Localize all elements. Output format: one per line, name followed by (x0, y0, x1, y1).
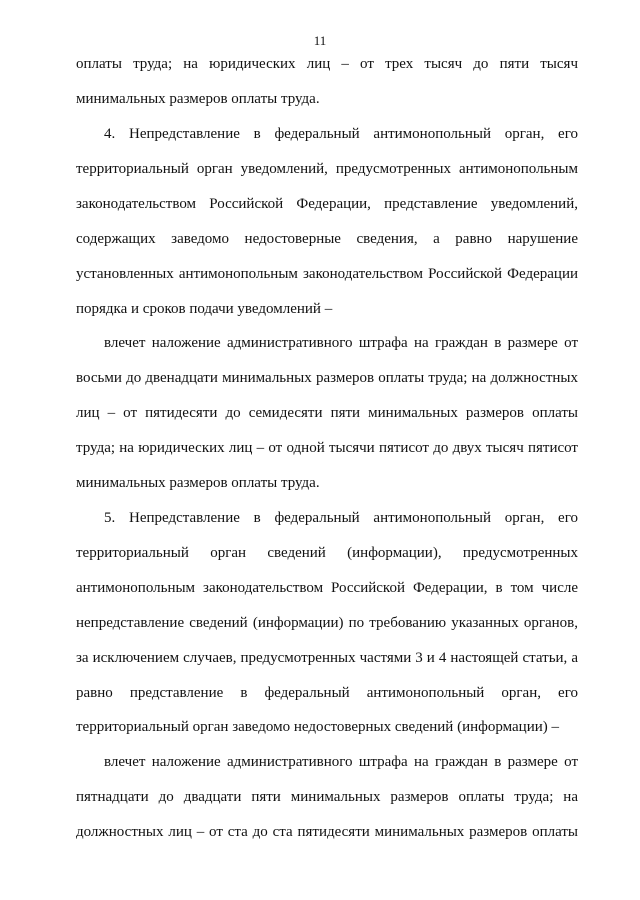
text-line: влечет наложение административного штрафа на граждан в размере от (104, 754, 578, 770)
text-line: территориальный орган заведомо недостоверных сведений (информации) – (76, 719, 560, 735)
text-line: установленных антимонопольным законодательством Российской Федерации (76, 266, 578, 282)
text-line: порядка и сроков подачи уведомлений – (76, 301, 333, 317)
text-line: антимонопольным законодательством Российской Федерации, в том числе (76, 580, 578, 596)
text-line: оплаты труда; на юридических лиц – от трех тысяч до пяти тысяч (76, 56, 578, 72)
text-line: минимальных размеров оплаты труда. (76, 475, 320, 491)
text-line: территориальный орган сведений (информации), предусмотренных (76, 545, 578, 561)
text-line: влечет наложение административного штрафа на граждан в размере от (104, 335, 578, 351)
text-line: 5. Непредставление в федеральный антимонопольный орган, его (104, 510, 578, 526)
text-line: непредставление сведений (информации) по требованию указанных органов, (76, 615, 578, 631)
page-number: 11 (313, 33, 327, 48)
text-line: равно представление в федеральный антимонопольный орган, его (76, 685, 578, 701)
text-line: 4. Непредставление в федеральный антимонопольный орган, его (104, 126, 578, 142)
text-line: восьми до двенадцати минимальных размеров оплаты труда; на должностных (76, 370, 578, 386)
text-line: законодательством Российской Федерации, представление уведомлений, (76, 196, 578, 212)
text-line: должностных лиц – от ста до ста пятидесяти минимальных размеров оплаты (76, 824, 578, 840)
text-line: за исключением случаев, предусмотренных частями 3 и 4 настоящей статьи, а (76, 650, 578, 666)
text-line: лиц – от пятидесяти до семидесяти пяти минимальных размеров оплаты (76, 405, 578, 421)
text-line: содержащих заведомо недостоверные сведения, а равно нарушение (76, 231, 578, 247)
text-line: минимальных размеров оплаты труда. (76, 91, 320, 107)
text-line: труда; на юридических лиц – от одной тысячи пятисот до двух тысяч пятисот (76, 440, 578, 456)
text-line: пятнадцати до двадцати пяти минимальных размеров оплаты труда; на (76, 789, 578, 805)
text-line: территориальный орган уведомлений, предусмотренных антимонопольным (76, 161, 578, 177)
